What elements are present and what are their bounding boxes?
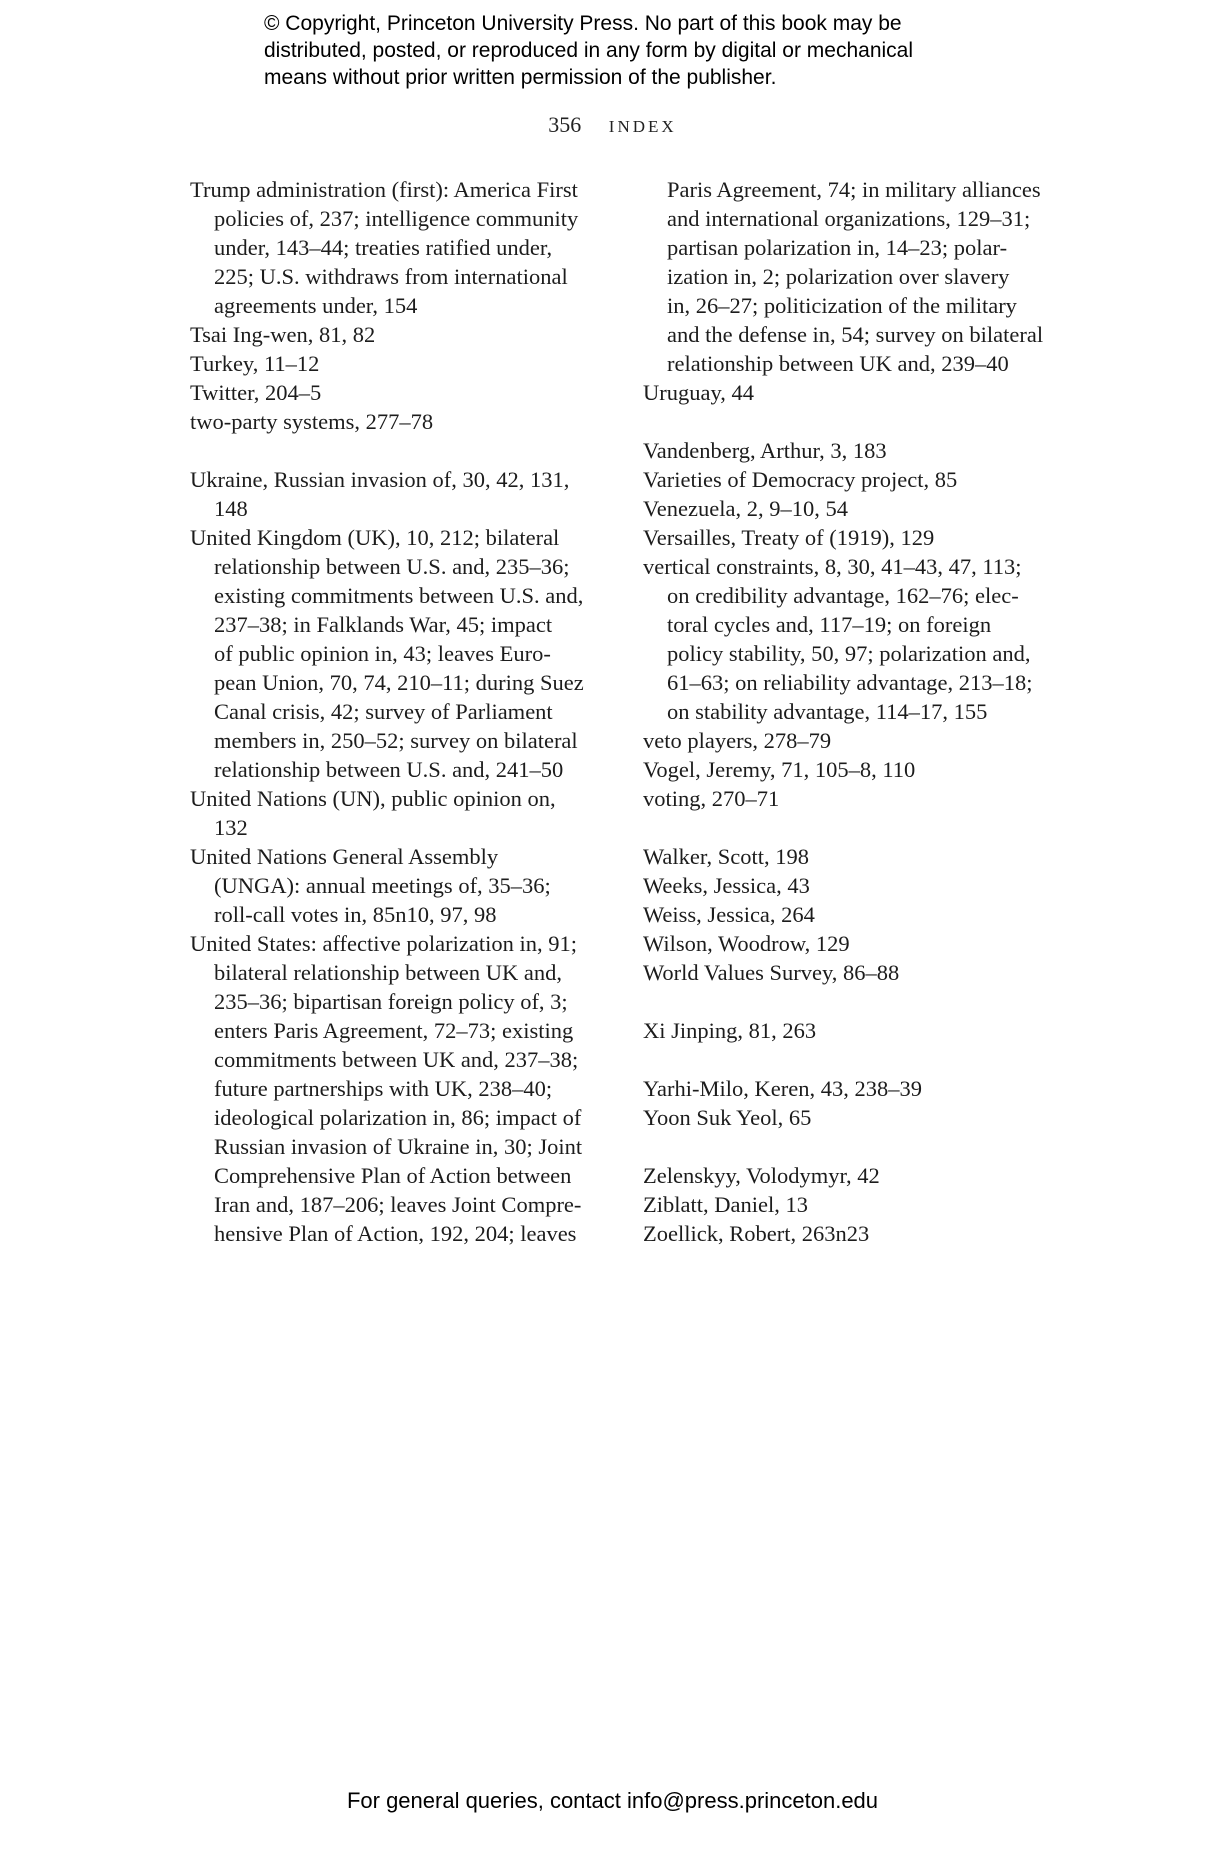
index-entry [643,378,1063,407]
index-entry [643,465,1063,494]
index-entry-heading: two-party systems, 277–78 [190,409,434,434]
index-entry [643,958,1063,987]
index-entry-subline: ization in, 2; polarization over slavery [667,264,1010,289]
index-entry-subline: Comprehensive Plan of Action between [214,1163,572,1188]
index-entry [190,378,610,407]
index-entry-subline: relationship between UK and, 239–40 [667,351,1009,376]
index-entry-heading: United Nations (UN), public opinion on, [190,786,556,811]
index-entry-subline: commitments between UK and, 237–38; [214,1047,579,1072]
index-entry-subline: Iran and, 187–206; leaves Joint Compre- [214,1192,582,1217]
letter-group-gap [643,813,1063,842]
letter-group-gap [643,1045,1063,1074]
index-entry [643,871,1063,900]
index-entry-subline: roll-call votes in, 85n10, 97, 98 [214,902,497,927]
section-title: INDEX [608,117,677,136]
letter-group-gap [643,1132,1063,1161]
index-entry [643,552,1063,726]
index-entry-subline: toral cycles and, 117–19; on foreign [667,612,992,637]
index-entry-subline: Canal crisis, 42; survey of Parliament [214,699,553,724]
copyright-notice [264,10,1024,91]
index-entry [643,726,1063,755]
index-entry [643,523,1063,552]
index-entry-heading: veto players, 278–79 [643,728,832,753]
index-entry-heading: Weiss, Jessica, 264 [643,902,815,927]
index-entry-heading: Uruguay, 44 [643,380,755,405]
index-entry [190,784,610,842]
index-entry-subline: pean Union, 70, 74, 210–11; during Suez [214,670,584,695]
footer-contact: For general queries, contact info@press.princeton.edu [346,1788,879,1813]
index-entry-subline: 61–63; on reliability advantage, 213–18; [667,670,1033,695]
index-entry-subline: under, 143–44; treaties ratified under, [214,235,553,260]
index-entry-subline: (UNGA): annual meetings of, 35–36; [214,873,551,898]
index-entry-subline: bilateral relationship between UK and, [214,960,563,985]
index-entry [643,1016,1063,1045]
index-entry-subline: 235–36; bipartisan foreign policy of, 3; [214,989,568,1014]
index-entry-subline: policies of, 237; intelligence community [214,206,579,231]
running-head [0,112,1225,138]
index-entry-subline: and the defense in, 54; survey on bilateral [667,322,1044,347]
index-entry-subline: and international organizations, 129–31; [667,206,1031,231]
index-entry-heading: Twitter, 204–5 [190,380,322,405]
index-entry-subline: partisan polarization in, 14–23; polar- [667,235,1008,260]
letter-group-gap [643,987,1063,1016]
index-entry-heading: Ukraine, Russian invasion of, 30, 42, 131, [190,467,570,492]
index-entry-heading: Vogel, Jeremy, 71, 105–8, 110 [643,757,916,782]
index-entry-subline: 225; U.S. withdraws from international [214,264,568,289]
index-entry-subline: members in, 250–52; survey on bilateral [214,728,578,753]
index-entry [190,465,610,523]
index-entry [190,523,610,784]
copyright-line: means without prior written permission of the publisher. [264,66,777,89]
index-entry-subline: on stability advantage, 114–17, 155 [667,699,988,724]
index-entry [190,842,610,929]
index-entry [643,1219,1063,1248]
index-entry-heading: United States: affective polarization in, 91; [190,931,577,956]
index-entry-heading: Varieties of Democracy project, 85 [643,467,958,492]
index-entry [643,1161,1063,1190]
index-entry [643,755,1063,784]
index-entry-heading: Versailles, Treaty of (1919), 129 [643,525,935,550]
index-entry-heading: Weeks, Jessica, 43 [643,873,810,898]
index-entry-heading: Zelenskyy, Volodymyr, 42 [643,1163,880,1188]
page-number: 356 [548,112,582,137]
index-entry-subline: relationship between U.S. and, 241–50 [214,757,564,782]
index-entry-subline: future partnerships with UK, 238–40; [214,1076,553,1101]
index-entry-subline: 132 [214,815,248,840]
index-entry-subline: on credibility advantage, 162–76; elec- [667,583,1019,608]
index-entry [643,436,1063,465]
index-entry [190,349,610,378]
index-entry [643,929,1063,958]
copyright-line: © Copyright, Princeton University Press. No part of this book may be [264,12,902,35]
index-entry-subline: policy stability, 50, 97; polarization and, [667,641,1031,666]
index-entry [643,900,1063,929]
index-entry-heading: Yarhi-Milo, Keren, 43, 238–39 [643,1076,922,1101]
index-entry [643,842,1063,871]
index-entry-heading: Trump administration (first): America First [190,177,578,202]
index-entry-heading: Turkey, 11–12 [190,351,320,376]
index-entry-subline: Russian invasion of Ukraine in, 30; Joint [214,1134,583,1159]
index-entry [643,1190,1063,1219]
index-entry-heading: Yoon Suk Yeol, 65 [643,1105,812,1130]
index-entry-subline: Paris Agreement, 74; in military alliances [667,177,1041,202]
index-column-left [190,175,610,1248]
index-entry-continuation [643,175,1063,378]
index-entry-heading: Tsai Ing-wen, 81, 82 [190,322,376,347]
index-entry-heading: Zoellick, Robert, 263n23 [643,1221,870,1246]
index-entry-heading: Wilson, Woodrow, 129 [643,931,850,956]
index-entry [643,494,1063,523]
index-entry-heading: Venezuela, 2, 9–10, 54 [643,496,848,521]
index-entry-subline: agreements under, 154 [214,293,418,318]
copyright-line: distributed, posted, or reproduced in any form by digital or mechanical [264,39,914,62]
index-entry-heading: Walker, Scott, 198 [643,844,810,869]
index-entry-subline: in, 26–27; politicization of the military [667,293,1017,318]
index-entry [190,320,610,349]
index-entry-subline: 148 [214,496,248,521]
index-entry [643,784,1063,813]
index-entry-subline: existing commitments between U.S. and, [214,583,584,608]
index-entry-subline: hensive Plan of Action, 192, 204; leaves [214,1221,577,1246]
index-entry-heading: vertical constraints, 8, 30, 41–43, 47, 113; [643,554,1022,579]
index-entry-heading: World Values Survey, 86–88 [643,960,900,985]
index-entry-heading: United Nations General Assembly [190,844,499,869]
index-column-right [643,175,1063,1248]
index-entry-subline: of public opinion in, 43; leaves Euro- [214,641,551,666]
index-entry [190,929,610,1248]
index-entry-subline: relationship between U.S. and, 235–36; [214,554,570,579]
index-entry [643,1074,1063,1103]
index-entry-subline: ideological polarization in, 86; impact of [214,1105,582,1130]
letter-group-gap [190,436,610,465]
index-entry [190,175,610,320]
index-entry-heading: Ziblatt, Daniel, 13 [643,1192,808,1217]
index-entry-heading: Xi Jinping, 81, 263 [643,1018,817,1043]
index-entry [643,1103,1063,1132]
letter-group-gap [643,407,1063,436]
index-entry-heading: Vandenberg, Arthur, 3, 183 [643,438,887,463]
index-entry [190,407,610,436]
index-entry-heading: United Kingdom (UK), 10, 212; bilateral [190,525,560,550]
index-entry-heading: voting, 270–71 [643,786,780,811]
index-entry-subline: 237–38; in Falklands War, 45; impact [214,612,553,637]
index-entry-subline: enters Paris Agreement, 72–73; existing [214,1018,574,1043]
